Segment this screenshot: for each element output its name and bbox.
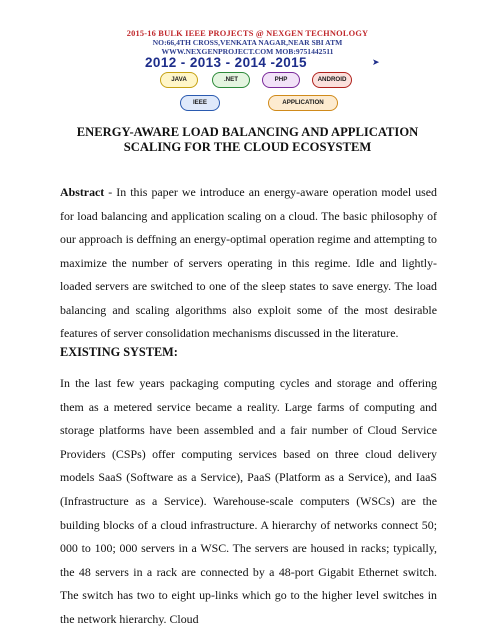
banner-headline: 2015-16 BULK IEEE PROJECTS @ NEXGEN TECHNOLOGY xyxy=(126,29,369,38)
paper-title-line2: SCALING FOR THE CLOUD ECOSYSTEM xyxy=(123,140,372,154)
banner-address: NO:66,4TH CROSS,VENKATA NAGAR,NEAR SBI ATM xyxy=(152,38,343,47)
tag-ieee: IEEE xyxy=(180,95,220,111)
banner-contact: WWW.NEXGENPROJECT.COM MOB:9751442511 xyxy=(161,47,334,56)
existing-system-paragraph: In the last few years packaging computing cycles and storage and offering them as a metered service became a reality. Large farms of computing and storage platforms have been assembled and a fair number of Cloud Service Providers (CSPs) offer computing services based on three cloud delivery models SaaS (Software as a Service), PaaS (Platform as a Service), and IaaS (Infrastructure as a Service). Warehouse-scale computers (WSCs) are the building blocks of a cloud infrastructure. A hierarchy of networks connect 50; 000 to 100; 000 servers in a WSC. The servers are housed in racks; typically, the 48 servers in a rack are connected by a 48-port Gigabit Ethernet switch. The switch has two to eight up-links which go to the higher level switches in the network hierarchy. Cloud xyxy=(60,376,437,626)
paper-title xyxy=(40,125,455,155)
abstract-text: - In this paper we introduce an energy-aware operation model used for load balancing and application scaling on a cloud. The basic philosophy of our approach is deffning an energy-optimal operation regime and attempting to maximize the number of servers operating in this regime. Idle and lightly-loaded servers are switched to one of the sleep states to save energy. The load balancing and scaling algorithms also exploit some of the most desirable features of server consolidation mechanisms discussed in the literature. xyxy=(60,185,437,340)
existing-system-heading: EXISTING SYSTEM: xyxy=(60,345,178,359)
tag-dotnet: .NET xyxy=(212,72,250,88)
tag-php: PHP xyxy=(262,72,300,88)
abstract-label: Abstract xyxy=(60,185,105,199)
tag-application: APPLICATION xyxy=(268,95,338,111)
header-banner xyxy=(0,0,495,120)
abstract-paragraph xyxy=(60,181,437,346)
tag-android: ANDROID xyxy=(312,72,352,88)
paper-title-line1: ENERGY-AWARE LOAD BALANCING AND APPLICATION xyxy=(76,125,419,139)
arrow-right-icon: ➤ xyxy=(372,58,380,68)
banner-years: 2012 - 2013 - 2014 -2015 xyxy=(145,55,307,70)
tag-java: JAVA xyxy=(160,72,198,88)
